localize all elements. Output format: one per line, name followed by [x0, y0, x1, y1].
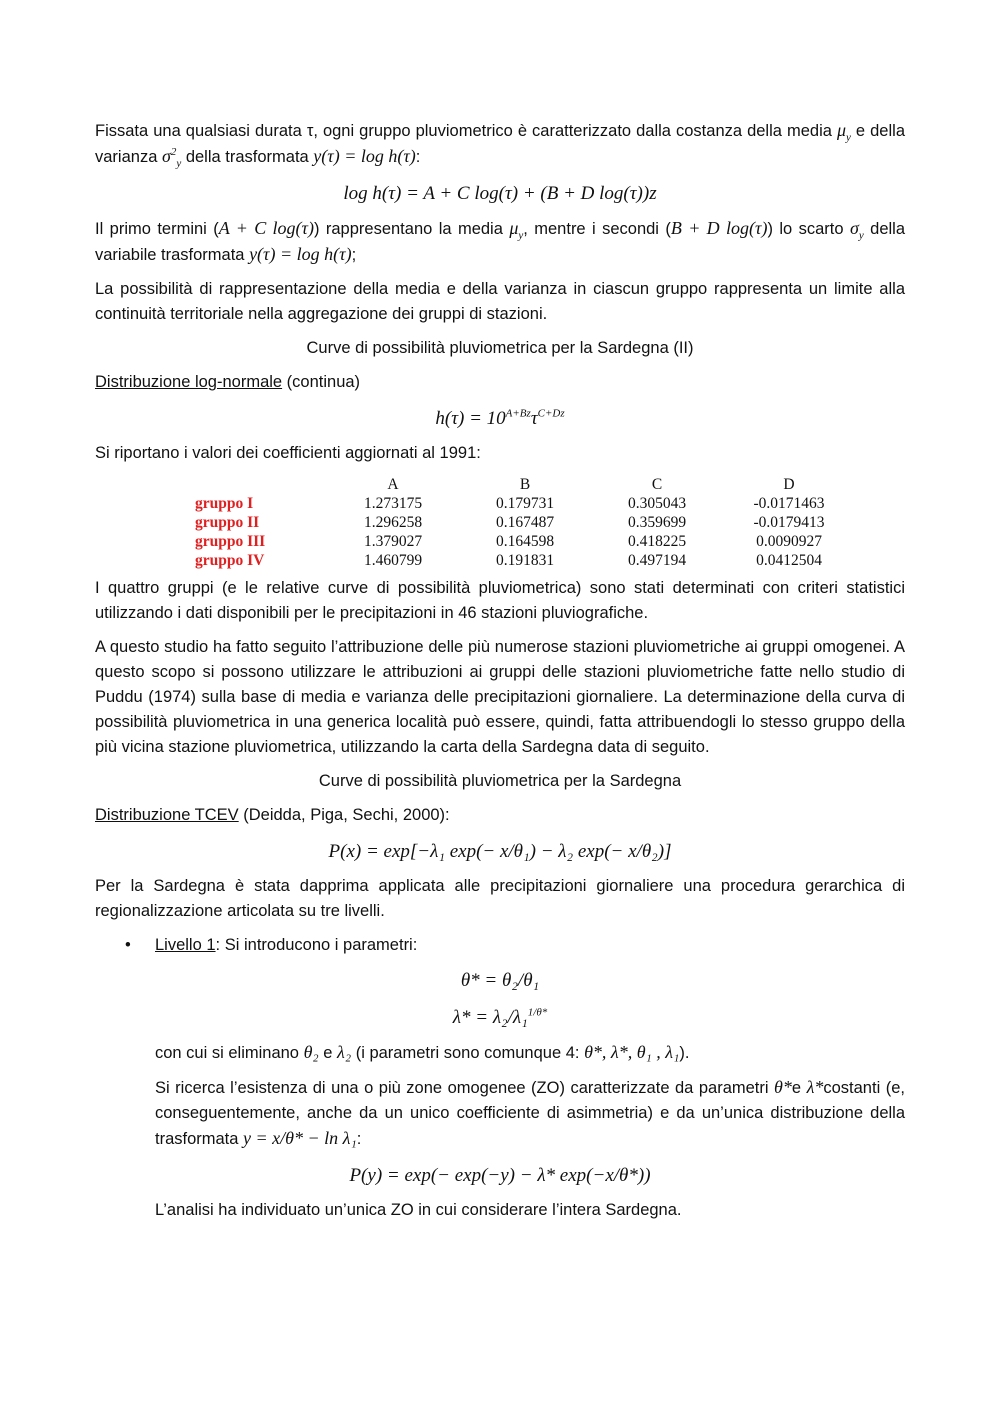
text: della trasformata [181, 148, 314, 166]
math-mu: $\mu_y$ [509, 218, 524, 242]
paragraph-regionalization: Per la Sardegna è stata dapprima applicata alle precipitazioni giornaliere una procedura gerarchica di regionalizzazione articolata su tre livelli. [95, 877, 905, 920]
equation-lambda-star: λ* = λ₂/λ₁$^{1/\theta*}$ [452, 1006, 548, 1028]
math-mean-term: A + C log(τ) [218, 218, 314, 238]
paragraph-terms: Il primo termini (A + C log(τ)) rappresentano la media $\mu_y$, mentre i secondi (B + D log(τ)) lo scarto $\sigma_y$ della variabile trasformata y(τ) = log h(τ); [95, 218, 906, 264]
table-row [195, 532, 855, 551]
distribution-lognormal: Distribuzione log-normale (continua) [95, 373, 361, 391]
equation-theta-star: θ* = θ₂/θ₁ [460, 970, 540, 991]
table-cell: 0.191831 [495, 552, 555, 569]
table-cell: 1.460799 [363, 552, 423, 569]
math-mu: $\mu_y$ [836, 120, 851, 144]
table-cell: 0.497194 [627, 552, 687, 569]
table-header-row [195, 475, 855, 494]
equation-log-h: log h(τ) = A + C log(τ) + (B + D log(τ))z [343, 183, 657, 204]
paragraph-coefficients-intro: Si riportano i valori dei coefficienti aggiornati al 1991: [95, 444, 481, 462]
table-row [195, 494, 855, 513]
table-cell: 0.0090927 [756, 533, 822, 550]
distribution-tcev: Distribuzione TCEV (Deidda, Piga, Sechi, 2000): [95, 806, 450, 824]
column-header-c: C [651, 476, 663, 493]
math-sigma: $\sigma_y$ [849, 218, 864, 242]
table-cell: 0.179731 [495, 495, 555, 512]
column-header-d: D [783, 476, 795, 493]
coefficients-table [195, 475, 855, 570]
table-cell: 0.0412504 [756, 552, 822, 569]
table-row [195, 551, 855, 570]
bullet-icon: • [125, 936, 131, 954]
column-header-a: A [387, 476, 399, 493]
table-cell: 0.164598 [495, 533, 555, 550]
group-label: gruppo I [195, 495, 254, 512]
list-item-livello-1: • Livello 1: Si introducono i parametri: [95, 933, 905, 958]
equation-tcev: P(x) = exp[−λ₁ exp(− x/θ₁) − λ₂ exp(− x/θ₂)] [328, 841, 672, 862]
text: Fissata una qualsiasi durata τ, ogni gruppo pluviometrico è caratterizzato dalla costanza della media [95, 122, 837, 140]
equation-h-tau: $h(\tau) = 10^{A+Bz}\tau^{C+Dz}$ [435, 407, 565, 429]
paragraph-eliminate: con cui si eliminano θ₂ e λ₂ (i parametri sono comunque 4: θ*, λ*, θ₁ , λ₁). [155, 1042, 690, 1062]
group-label: gruppo II [195, 514, 260, 531]
paragraph-intro [95, 118, 905, 170]
table-cell: -0.0179413 [753, 514, 825, 531]
table-cell: 0.305043 [627, 495, 687, 512]
math-transform: y(τ) = log h(τ) [249, 244, 352, 264]
table-cell: 0.418225 [627, 533, 687, 550]
table-cell: -0.0171463 [753, 495, 825, 512]
livello-label: Livello 1 [155, 936, 216, 954]
table-cell: 0.359699 [627, 514, 687, 531]
section-heading-lognormal: Curve di possibilità pluviometrica per la Sardegna (II) [306, 339, 694, 357]
column-header-b: B [519, 476, 531, 493]
paragraph-attribution: A questo studio ha fatto seguito l’attribuzione delle più numerose stazioni pluviometriche ai gruppi omogenei. A questo scopo si possono utilizzare le attribuzioni ai gruppi delle stazioni pluviometriche fatte nello studio di Puddu (1974) sulla base di media e varianza delle precipitazioni giornaliere. La determinazione della curva di possibilità pluviometrica in una generica località può essere, quindi, fatta attribuendogli lo stesso gruppo della più vicina stazione pluviometrica, utilizzando la carta della Sardegna data di seguito. [95, 638, 905, 756]
section-heading-tcev: Curve di possibilità pluviometrica per la Sardegna [318, 772, 682, 790]
paragraph-groups: I quattro gruppi (e le relative curve di possibilità pluviometrica) sono stati determinati con criteri statistici utilizzando i dati disponibili per le precipitazioni in 46 stazioni pluviografiche. [95, 579, 905, 622]
document-page [95, 118, 905, 1232]
math-std-term: B + D log(τ) [670, 218, 768, 238]
text: : [415, 148, 421, 166]
paragraph-homogeneous-zones: Si ricerca l’esistenza di una o più zone omogenee (ZO) caratterizzate da parametri θ*e λ*costanti (e, conseguentemente, anche da un unico coefficiente di asimmetria) e da un’unica distribuzione della trasformata y = x/θ* − ln λ₁: [155, 1077, 905, 1148]
equation-p-y: P(y) = exp(− exp(−y) − λ* exp(−x/θ*)) [349, 1165, 651, 1186]
text: e della varianza [95, 122, 905, 166]
math-sigma: $\sigma^2_y$ [161, 146, 182, 170]
paragraph-conclusion: L’analisi ha individuato un’unica ZO in cui considerare l’intera Sardegna. [155, 1201, 682, 1219]
paragraph-continuity: La possibilità di rappresentazione della media e della varianza in ciascun gruppo rappresenta un limite alla continuità territoriale nella aggregazione dei gruppi di stazioni. [95, 280, 905, 323]
group-label: gruppo IV [195, 552, 265, 569]
table-row [195, 513, 855, 532]
table-cell: 1.379027 [363, 533, 423, 550]
table-cell: 0.167487 [495, 514, 555, 531]
table-cell: 1.273175 [363, 495, 423, 512]
group-label: gruppo III [195, 533, 266, 550]
math-transform: y(τ) = log h(τ) [313, 146, 416, 166]
table-cell: 1.296258 [363, 514, 423, 531]
